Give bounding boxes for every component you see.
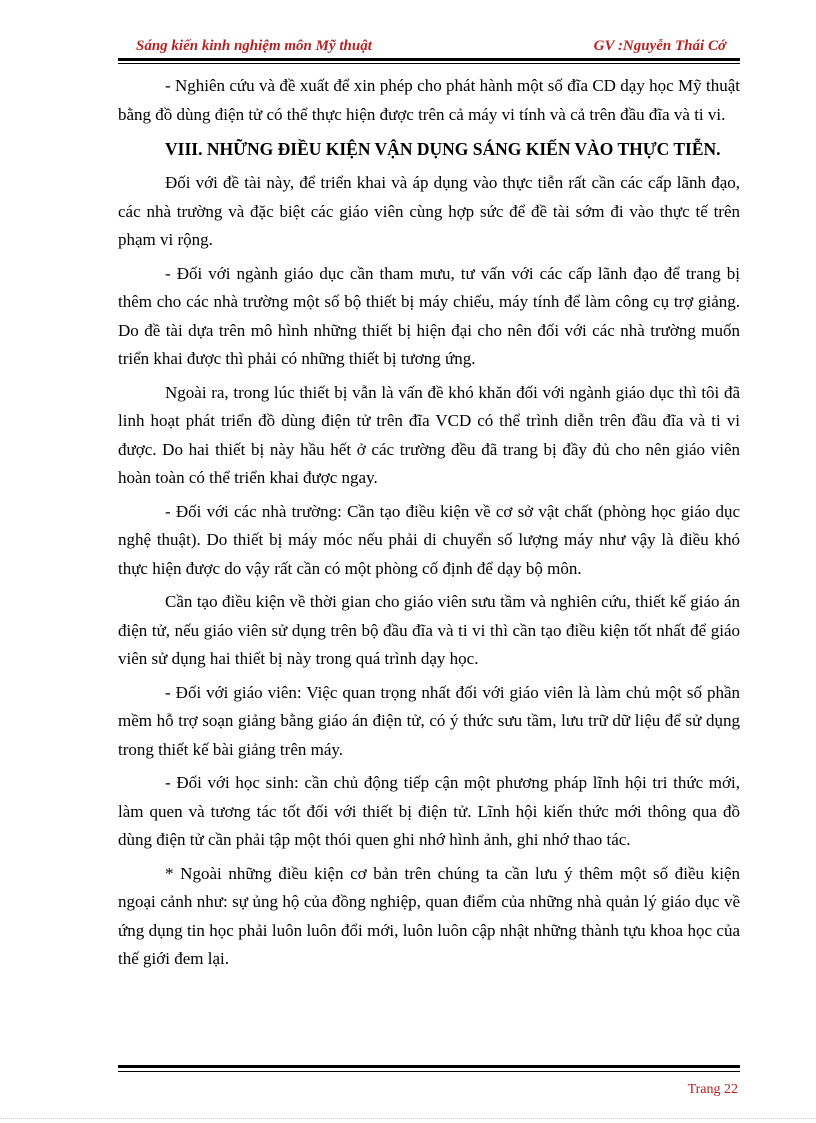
header-author: GV :Nguyễn Thái Cớ — [593, 38, 726, 54]
paragraph-external-conditions: * Ngoài những điều kiện cơ bản trên chúng ta cần lưu ý thêm một số điều kiện ngoại cảnh như: sự ủng hộ của đồng nghiệp, quan điểm của những nhà quản lý giáo dục về ứng dụng tin học phải luôn luôn đổi mới, luôn luôn cập nhật những thành tựu khoa học của thế giới đem lại. — [118, 863, 740, 968]
footer-rule-thick — [118, 1065, 740, 1068]
header-rule-thin — [118, 63, 740, 64]
paragraph-vcd-alternative: Ngoài ra, trong lúc thiết bị vẫn là vấn đề khó khăn đối với ngành giáo dục thì tôi đã linh hoạt phát triển đồ dùng điện tử trên đĩa VCD có thể trình diễn trên đầu đĩa và ti vi được. Do hai thiết bị này hầu hết ở các trường đều đã trang bị đầy đủ cho nên giáo viên hoàn toàn có thể triển khai được ngay. — [118, 382, 740, 487]
footer-rule-thin — [118, 1071, 740, 1072]
page-edge-divider — [0, 1118, 816, 1119]
page-body — [118, 72, 740, 979]
page-header — [118, 37, 740, 59]
paragraph-cd-proposal: - Nghiên cứu và đề xuất để xin phép cho phát hành một số đĩa CD dạy học Mỹ thuật bằng đồ dùng điện tử có thể thực hiện được trên cả máy vi tính và cả trên đầu đĩa và ti vi. — [118, 76, 740, 124]
section-heading-viii: VIII. NHỮNG ĐIỀU KIỆN VẬN DỤNG SÁNG KIẾN VÀO THỰC TIỄN. — [165, 139, 721, 159]
paragraph-education-sector: - Đối với ngành giáo dục cần tham mưu, tư vấn với các cấp lãnh đạo để trang bị thêm cho các nhà trường một số bộ thiết bị máy chiếu, máy tính để làm công cụ trợ giảng. Do đề tài dựa trên mô hình những thiết bị hiện đại cho nên đối với các nhà trường muốn triển khai được thì phải có những thiết bị tương ứng. — [118, 263, 740, 368]
header-rule-thick — [118, 58, 740, 61]
page-number: Trang 22 — [687, 1082, 738, 1097]
paragraph-time-conditions: Cần tạo điều kiện về thời gian cho giáo viên sưu tầm và nghiên cứu, thiết kế giáo án điện tử, nếu giáo viên sử dụng trên bộ đầu đĩa và ti vi thì cần tạo điều kiện tốt nhất để giáo viên sử dụng hai thiết bị này trong quá trình dạy học. — [118, 592, 740, 668]
paragraph-students: - Đối với học sinh: cần chủ động tiếp cận một phương pháp lĩnh hội tri thức mới, làm quen và tương tác tốt đối với thiết bị điện tử. Lĩnh hội kiến thức mới thông qua đồ dùng điện tử cần phải tập một thói quen ghi nhớ hình ảnh, ghi nhớ thao tác. — [118, 773, 740, 849]
paragraph-schools: - Đối với các nhà trường: Cần tạo điều kiện về cơ sở vật chất (phòng học giáo dục nghệ thuật). Do thiết bị máy móc nếu phải di chuyển số lượng máy như vậy là điều khó thực hiện được do vậy rất cần có một phòng cố định để dạy bộ môn. — [118, 501, 740, 578]
paragraph-teachers: - Đối với giáo viên: Việc quan trọng nhất đối với giáo viên là làm chủ một số phần mềm hỗ trợ soạn giảng bằng giáo án điện tử, có ý thức sưu tầm, lưu trữ dữ liệu để sử dụng trong thiết kế bài giảng trên máy. — [118, 682, 740, 759]
header-document-title: Sáng kiến kinh nghiệm môn Mỹ thuật — [136, 38, 372, 54]
paragraph-intro: Đối với đề tài này, để triển khai và áp dụng vào thực tiễn rất cần các cấp lãnh đạo, các nhà trường và đặc biệt các giáo viên cùng hợp sức để đề tài sớm đi vào thực tế trên phạm vi rộng. — [118, 173, 740, 249]
